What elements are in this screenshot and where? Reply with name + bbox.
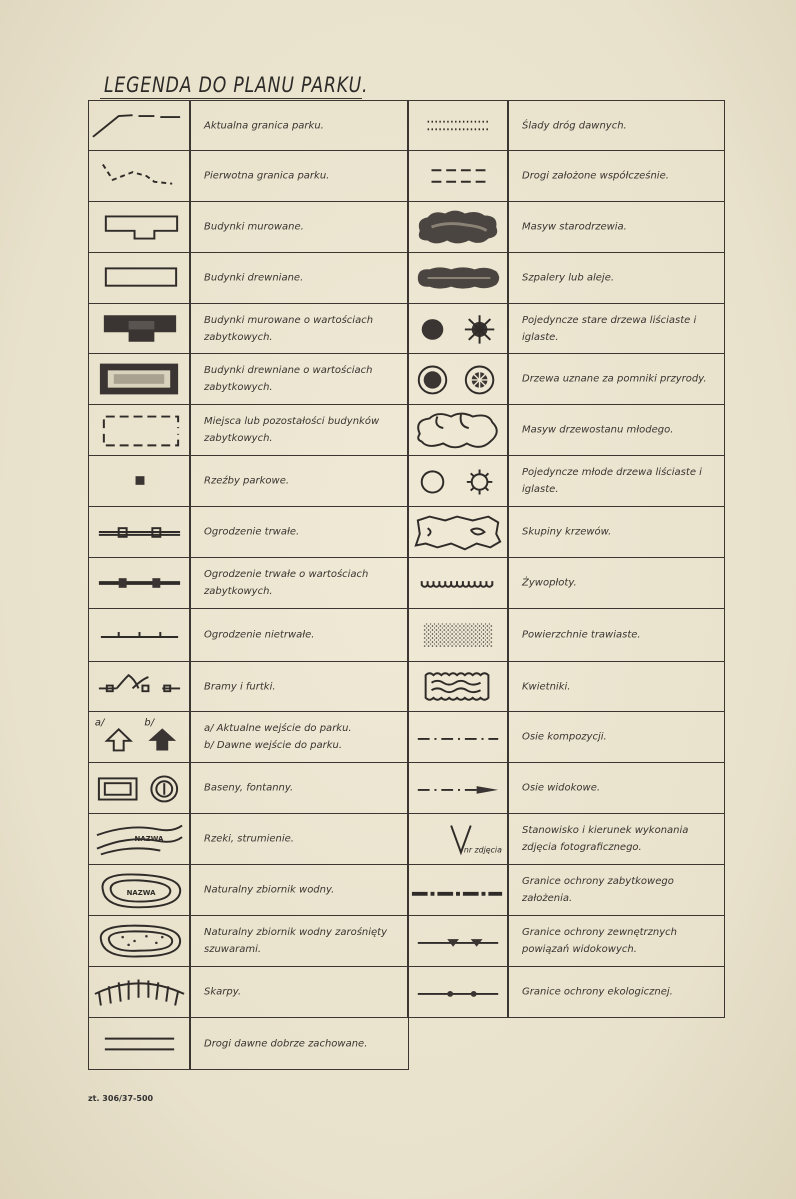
historic-wooden-building-icon (89, 354, 190, 404)
permanent-fence-icon (89, 507, 190, 557)
legend-label: Stanowisko i kierunek wykonania zdjęcia fotograficznego. (522, 825, 689, 853)
legend-row (88, 557, 725, 609)
legend-symbol-cell (407, 915, 509, 967)
legend-label-cell (189, 252, 409, 304)
masonry-building-icon (89, 202, 190, 252)
legend-label-cell (507, 661, 725, 712)
legend-label-cell (507, 201, 725, 253)
legend-symbol-cell (88, 762, 191, 814)
flowerbed-icon (408, 662, 508, 711)
title-underline (100, 98, 362, 99)
legend-label: Granice ochrony zewnętrznych powiązań widokowych. (522, 927, 677, 955)
legend-label: Masyw drzewostanu młodego. (522, 424, 674, 436)
legend-label-cell (189, 404, 409, 456)
view-axis-icon (408, 763, 508, 813)
composition-axis-icon (408, 712, 508, 762)
legend-label: Budynki drewniane. (204, 272, 304, 284)
pond-name-label: NAZWA (126, 888, 156, 897)
legend-table (88, 100, 725, 1070)
legend-label: Masyw starodrzewia. (522, 221, 627, 233)
legend-symbol-cell (88, 711, 191, 763)
legend-symbol-cell (407, 608, 509, 662)
legend-symbol-cell (88, 1017, 191, 1070)
legend-row (88, 711, 725, 763)
legend-symbol-cell (88, 404, 191, 456)
legend-label: Powierzchnie trawiaste. (522, 629, 641, 641)
legend-label: Drogi założone współcześnie. (522, 170, 669, 182)
hedge-icon (408, 558, 508, 608)
legend-symbol-cell (407, 150, 509, 202)
legend-label-cell (507, 915, 725, 967)
legend-symbol-cell (88, 353, 191, 405)
legend-symbol-cell (88, 506, 191, 558)
legend-label: Granice ochrony ekologicznej. (522, 986, 673, 998)
ecological-boundary-icon (408, 967, 508, 1017)
legend-label-cell (507, 150, 725, 202)
legend-label: Miejsca lub pozostałości budynków zabytkowych. (204, 416, 380, 444)
wooden-building-icon (89, 253, 190, 303)
temporary-fence-icon (89, 609, 190, 661)
entrance-arrows-icon (89, 712, 190, 762)
legend-label-cell (507, 711, 725, 763)
legend-label: Baseny, fontanny. (204, 782, 294, 794)
legend-label-cell (507, 252, 725, 304)
legend-row (88, 353, 725, 405)
legend-label-cell (507, 100, 725, 151)
dashed-line-angled-icon (89, 101, 190, 150)
legend-symbol-cell (407, 353, 509, 405)
view-protection-boundary-icon (408, 916, 508, 966)
river-name-label: NAZWA (134, 835, 164, 843)
legend-label-cell (189, 506, 409, 558)
dotted-line-zigzag-icon (89, 151, 190, 201)
heritage-boundary-icon (408, 865, 508, 915)
tree-alley-icon (408, 253, 508, 303)
legend-label-cell (189, 608, 409, 662)
legend-symbol-cell (407, 966, 509, 1018)
photo-position-icon (408, 814, 508, 864)
old-road-icon (89, 1018, 190, 1069)
young-single-trees-icon (408, 456, 508, 506)
legend-symbol-cell (88, 455, 191, 507)
legend-title: LEGENDA DO PLANU PARKU. (104, 73, 369, 97)
gate-icon (89, 662, 190, 711)
legend-label-cell (507, 455, 725, 507)
legend-label: Naturalny zbiornik wodny zarośnięty szuwarami. (204, 927, 388, 955)
legend-label-cell (189, 864, 409, 916)
legend-row (88, 303, 725, 354)
photo-number-label: nr zdjęcia (463, 845, 502, 855)
legend-symbol-cell (88, 915, 191, 967)
old-road-traces-icon (408, 101, 508, 150)
legend-label-cell (189, 150, 409, 202)
legend-label-cell (189, 100, 409, 151)
legend-symbol-cell (88, 100, 191, 151)
legend-symbol-cell (407, 404, 509, 456)
legend-symbol-cell (407, 252, 509, 304)
legend-symbol-cell (88, 813, 191, 865)
young-tree-mass-icon (408, 405, 508, 455)
legend-row (88, 455, 725, 507)
old-tree-mass-icon (408, 202, 508, 252)
sculpture-icon (89, 456, 190, 506)
legend-row (88, 1017, 725, 1070)
historic-fence-icon (89, 558, 190, 608)
legend-row (88, 100, 725, 151)
legend-label: Pojedyncze stare drzewa liściaste i iglaste. (522, 314, 697, 343)
legend-symbol-cell (88, 557, 191, 609)
legend-label-cell (189, 661, 409, 712)
legend-symbol-cell (407, 557, 509, 609)
legend-label: Rzeki, strumienie. (204, 833, 294, 845)
legend-label: Ogrodzenie trwałe. (204, 526, 300, 538)
legend-label: a/ Aktualne wejście do parku. b/ Dawne wejście do parku. (204, 723, 352, 751)
legend-label-cell (189, 915, 409, 967)
legend-symbol-cell (407, 303, 509, 354)
legend-symbol-cell (407, 201, 509, 253)
legend-row (88, 608, 725, 662)
legend-symbol-cell (407, 813, 509, 865)
legend-label-cell (507, 557, 725, 609)
legend-label-cell (507, 353, 725, 405)
legend-symbol-cell (407, 455, 509, 507)
legend-label-cell (507, 506, 725, 558)
legend-label: Granice ochrony zabytkowego założenia. (522, 876, 674, 904)
legend-label: Budynki murowane. (204, 221, 304, 233)
legend-row (88, 661, 725, 712)
legend-label: Pojedyncze młode drzewa liściaste i iglaste. (522, 467, 702, 495)
historic-masonry-building-icon (89, 304, 190, 353)
legend-label-cell (507, 762, 725, 814)
overgrown-pond-icon (89, 916, 190, 966)
legend-symbol-cell (88, 252, 191, 304)
legend-row (88, 201, 725, 253)
legend-symbol-cell (88, 661, 191, 712)
legend-label-cell (189, 711, 409, 763)
legend-label: Kwietniki. (522, 681, 571, 692)
legend-label: Budynki murowane o wartościach zabytkowych. (204, 314, 374, 343)
legend-label: Skupiny krzewów. (522, 526, 612, 538)
legend-label-cell (507, 303, 725, 354)
legend-label: Budynki drewniane o wartościach zabytkowych. (204, 365, 373, 393)
entrance-sublabel-a: a/ (94, 717, 105, 729)
legend-row (88, 864, 725, 916)
legend-symbol-cell (88, 608, 191, 662)
legend-symbol-cell (88, 201, 191, 253)
legend-label: Aktualna granica parku. (204, 120, 324, 131)
legend-symbol-cell (88, 966, 191, 1018)
monument-trees-icon (408, 354, 508, 404)
legend-symbol-cell (88, 864, 191, 916)
legend-label: Ślady dróg dawnych. (522, 120, 627, 131)
legend-row (88, 915, 725, 967)
legend-symbol-cell (407, 762, 509, 814)
shrub-group-icon (408, 507, 508, 557)
legend-symbol-cell (407, 506, 509, 558)
pond-icon (89, 865, 190, 915)
legend-label: Osie kompozycji. (522, 731, 607, 743)
legend-label: Szpalery lub aleje. (522, 272, 615, 284)
legend-label-cell (189, 1017, 409, 1070)
legend-label-cell (189, 966, 409, 1018)
legend-label: Ogrodzenie nietrwałe. (204, 629, 315, 641)
legend-label: Drzewa uznane za pomniki przyrody. (522, 373, 707, 385)
river-icon (89, 814, 190, 864)
legend-symbol-cell (88, 150, 191, 202)
legend-label: Skarpy. (204, 986, 242, 998)
legend-label-cell (507, 404, 725, 456)
legend-label-cell (189, 813, 409, 865)
legend-label-cell (189, 303, 409, 354)
legend-row (88, 404, 725, 456)
pool-fountain-icon (89, 763, 190, 813)
legend-label: Ogrodzenie trwałe o wartościach zabytkowych. (204, 569, 369, 597)
legend-row (88, 762, 725, 814)
legend-row (88, 506, 725, 558)
legend-row (88, 966, 725, 1018)
legend-label-cell (189, 455, 409, 507)
legend-label-cell (507, 966, 725, 1018)
legend-row (88, 252, 725, 304)
legend-symbol-cell (407, 100, 509, 151)
legend-label: Rzeźby parkowe. (204, 475, 290, 487)
legend-label-cell (507, 813, 725, 865)
legend-label-cell (507, 608, 725, 662)
legend-label: Drogi dawne dobrze zachowane. (204, 1038, 368, 1049)
escarpment-icon (89, 967, 190, 1017)
legend-label: Żywopłoty. (522, 577, 577, 589)
legend-label: Bramy i furtki. (204, 681, 276, 692)
legend-label-cell (189, 201, 409, 253)
legend-row (88, 813, 725, 865)
legend-symbol-cell (407, 661, 509, 712)
old-single-trees-icon (408, 304, 508, 353)
legend-label-cell (189, 353, 409, 405)
print-reference: zt. 306/37-500 (88, 1094, 154, 1103)
grass-area-icon (408, 609, 508, 661)
legend-label-cell (189, 557, 409, 609)
entrance-sublabel-b: b/ (144, 717, 155, 729)
legend-symbol-cell (407, 864, 509, 916)
legend-symbol-cell (88, 303, 191, 354)
legend-label: Naturalny zbiornik wodny. (204, 884, 335, 896)
legend-label: Osie widokowe. (522, 782, 601, 794)
legend-row (88, 150, 725, 202)
legend-label-cell (189, 762, 409, 814)
building-remains-icon (89, 405, 190, 455)
modern-road-icon (408, 151, 508, 201)
legend-label: Pierwotna granica parku. (204, 170, 330, 182)
legend-label-cell (507, 864, 725, 916)
legend-symbol-cell (407, 711, 509, 763)
